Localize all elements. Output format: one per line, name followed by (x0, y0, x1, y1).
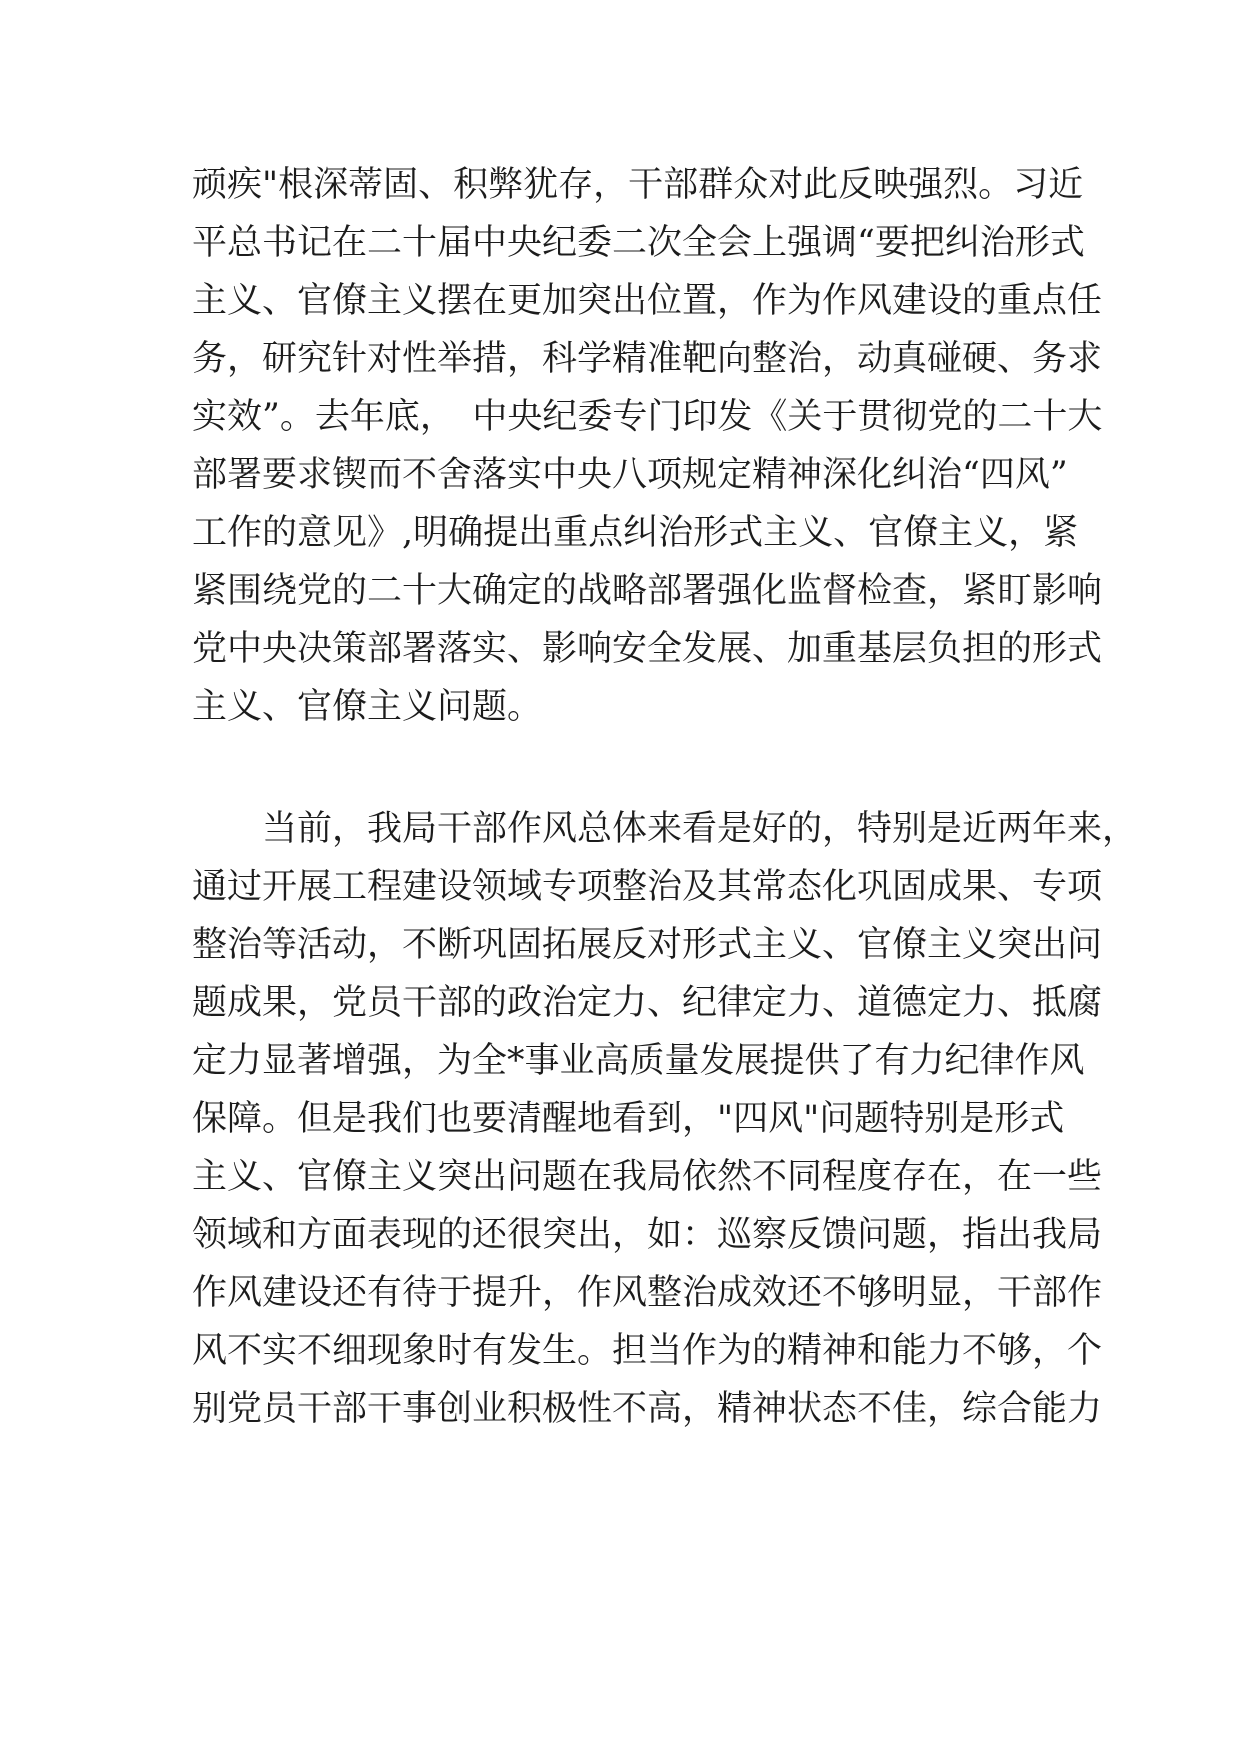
text-line: 紧围绕党的二十大确定的战略部署强化监督检查，紧盯影响 (192, 571, 1103, 611)
text-line: 风不实不细现象时有发生。担当作为的精神和能力不够，个 (192, 1331, 1103, 1371)
text-line: 部署要求锲而不舍落实中央八项规定精神深化纠治“四风” (192, 455, 1068, 495)
text-line: 主义、官僚主义摆在更加突出位置，作为作风建设的重点任 (192, 281, 1103, 321)
text-line: 党中央决策部署落实、影响安全发展、加重基层负担的形式 (192, 629, 1103, 669)
text-line: 保障。但是我们也要清醒地看到，"四风"问题特别是形式 (192, 1099, 1065, 1139)
text-line: 实效”。去年底， 中央纪委专门印发《关于贯彻党的二十大 (192, 397, 1103, 437)
text-line: 工作的意见》,明确提出重点纠治形式主义、官僚主义，紧 (192, 513, 1079, 553)
text-line: 通过开展工程建设领域专项整治及其常态化巩固成果、专项 (192, 867, 1103, 907)
text-line: 主义、官僚主义突出问题在我局依然不同程度存在，在一些 (192, 1157, 1103, 1197)
text-line: 当前，我局干部作风总体来看是好的，特别是近两年来， (262, 809, 1138, 849)
paragraph-2 (192, 800, 1138, 1438)
text-line: 题成果，党员干部的政治定力、纪律定力、道德定力、抵腐 (192, 983, 1103, 1023)
text-line: 整治等活动，不断巩固拓展反对形式主义、官僚主义突出问 (192, 925, 1103, 965)
text-line: 顽疾"根深蒂固、积弊犹存，干部群众对此反映强烈。习近 (192, 165, 1084, 205)
paragraph-1 (192, 156, 1103, 736)
text-line: 务，研究针对性举措，科学精准靶向整治，动真碰硬、务求 (192, 339, 1103, 379)
text-line: 平总书记在二十届中央纪委二次全会上强调“要把纠治形式 (192, 223, 1085, 263)
text-line: 领域和方面表现的还很突出，如：巡察反馈问题，指出我局 (192, 1215, 1103, 1255)
text-line: 定力显著增强，为全*事业高质量发展提供了有力纪律作风 (192, 1041, 1085, 1081)
text-line: 主义、官僚主义问题。 (192, 687, 543, 727)
text-line: 别党员干部干事创业积极性不高，精神状态不佳，综合能力 (192, 1389, 1103, 1429)
text-line: 作风建设还有待于提升，作风整治成效还不够明显，干部作 (192, 1273, 1103, 1313)
